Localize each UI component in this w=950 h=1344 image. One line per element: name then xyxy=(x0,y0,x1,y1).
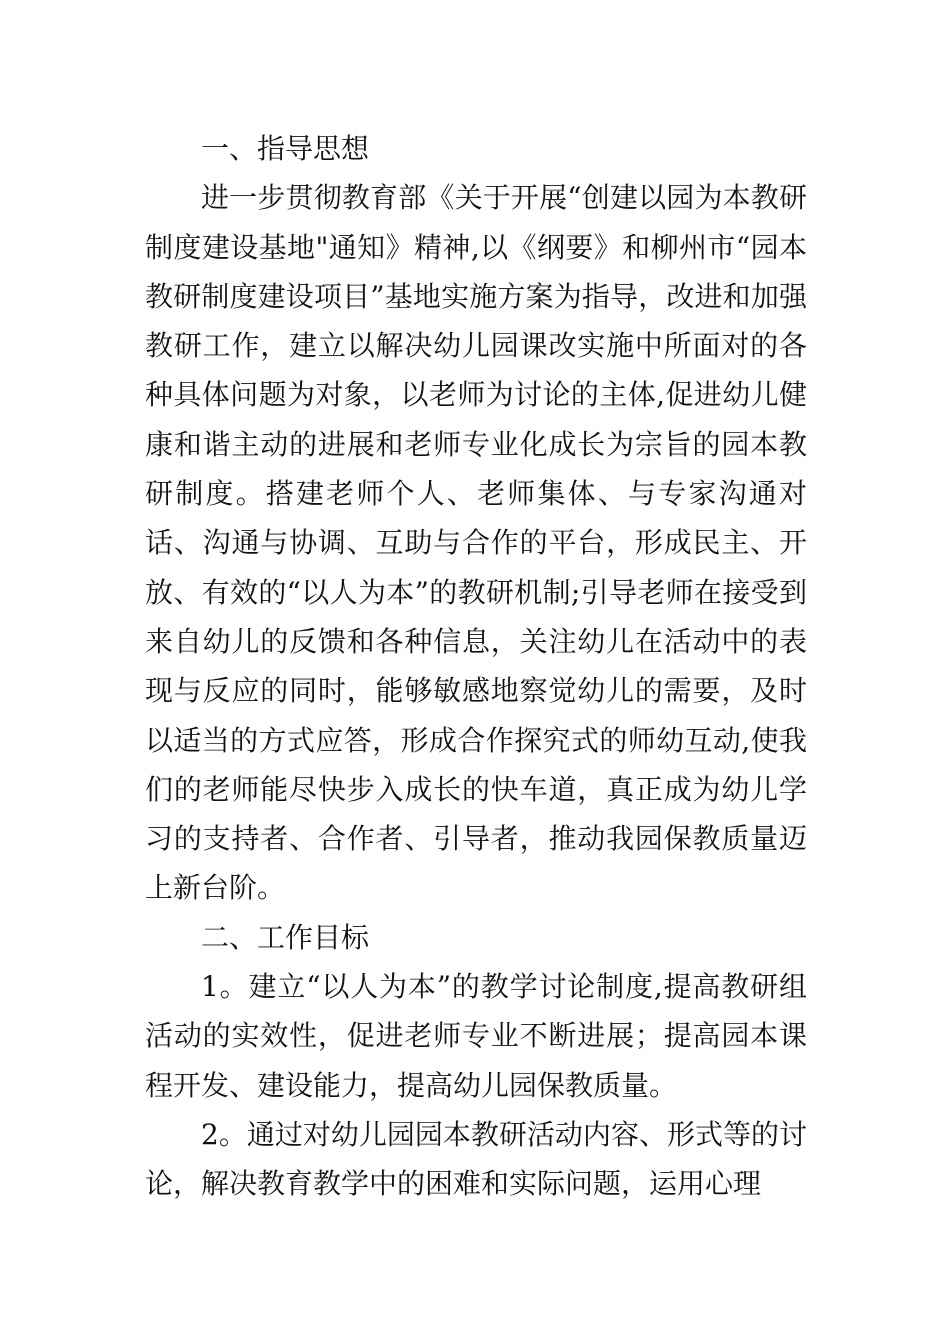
document-body xyxy=(145,124,807,1209)
paragraph-guiding-ideology: 进一步贯彻教育部《关于开展“创建以园为本教研制度建设基地"通知》精神,以《纲要》和柳州市“园本教研制度建设项目”基地实施方案为指导，改进和加强教研工作，建立以解决幼儿园课改实施中所面对的各种具体问题为对象，以老师为讨论的主体,促进幼儿健康和谐主动的进展和老师专业化成长为宗旨的园本教研制度。搭建老师个人、老师集体、与专家沟通对话、沟通与协调、互助与合作的平台，形成民主、开放、有效的“以人为本”的教研机制;引导老师在接受到来自幼儿的反馈和各种信息，关注幼儿在活动中的表现与反应的同时，能够敏感地察觉幼儿的需要，及时以适当的方式应答，形成合作探究式的师幼互动,使我们的老师能尽快步入成长的快车道，真正成为幼儿学习的支持者、合作者、引导者，推动我园保教质量迈上新台阶。 xyxy=(145,181,807,905)
paragraph-goal-2: 2。通过对幼儿园园本教研活动内容、形式等的讨论，解决教育教学中的困难和实际问题，运用心理 xyxy=(145,1117,807,1201)
section-heading-guiding-ideology: 一、指导思想 xyxy=(201,132,370,165)
paragraph-goal-1: 1。建立“以人为本”的教学讨论制度,提高教研组活动的实效性，促进老师专业不断进展；提高园本课程开发、建设能力，提高幼儿园保教质量。 xyxy=(145,970,807,1102)
section-heading-work-goals: 二、工作目标 xyxy=(201,920,370,954)
